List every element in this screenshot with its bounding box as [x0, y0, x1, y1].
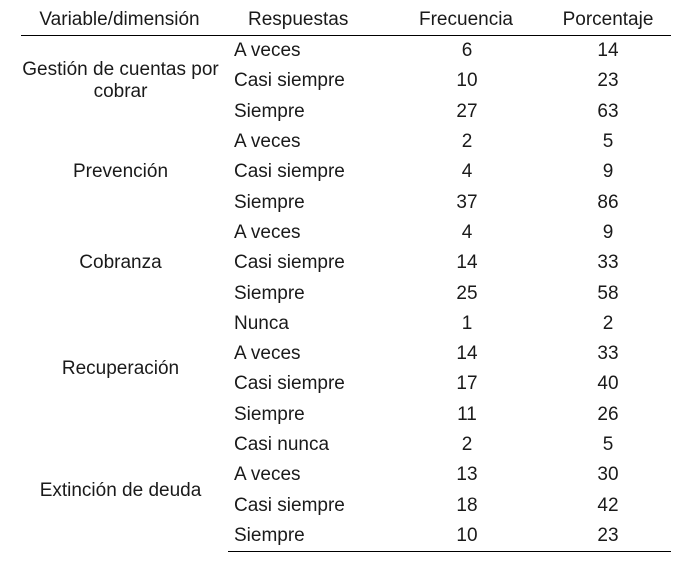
- frequency-cell: 14: [456, 252, 478, 274]
- table-row: [21, 218, 671, 248]
- percentage-cell: 9: [602, 221, 614, 243]
- percentage-cell: 14: [597, 40, 619, 62]
- frequency-cell: 25: [456, 282, 478, 304]
- frequency-cell: 10: [381, 521, 545, 552]
- percentage-cell: 2: [602, 312, 614, 334]
- percentage-cell: 5: [602, 131, 614, 153]
- frequency-cell: 10: [456, 70, 478, 92]
- table-row: [21, 127, 671, 157]
- response-cell: Siempre: [234, 403, 305, 425]
- frequency-cell: 1: [461, 312, 473, 334]
- response-cell: A veces: [234, 343, 301, 365]
- percentage-cell: 58: [597, 282, 619, 304]
- response-cell: A veces: [234, 40, 301, 62]
- response-cell: Siempre: [228, 521, 381, 552]
- response-cell: Casi siempre: [234, 161, 345, 183]
- response-cell: Casi siempre: [234, 70, 345, 92]
- dimension-name: Prevención: [72, 161, 169, 183]
- header-variable: Variable/dimensión: [21, 4, 228, 36]
- table-row: [21, 430, 671, 460]
- response-cell: A veces: [234, 464, 301, 486]
- frequency-cell: 13: [456, 464, 478, 486]
- frequency-table: [21, 4, 671, 552]
- dimension-name: Cobranza: [79, 252, 162, 274]
- frequency-cell: 4: [461, 221, 473, 243]
- header-row: [21, 4, 671, 36]
- response-cell: Casi siempre: [234, 494, 345, 516]
- response-cell: Casi siempre: [234, 252, 345, 274]
- percentage-cell: 63: [597, 100, 619, 122]
- percentage-cell: 40: [597, 373, 619, 395]
- response-cell: A veces: [234, 221, 301, 243]
- table-header: [21, 4, 671, 36]
- percentage-cell: 33: [597, 343, 619, 365]
- frequency-cell: 37: [456, 191, 478, 213]
- frequency-cell: 6: [461, 40, 473, 62]
- table-body: [21, 36, 671, 552]
- frequency-cell: 2: [461, 131, 473, 153]
- frequency-cell: 17: [456, 373, 478, 395]
- response-cell: Nunca: [234, 312, 289, 334]
- dimension-name: Extinción de deuda: [39, 479, 202, 501]
- response-cell: Siempre: [234, 191, 305, 213]
- percentage-cell: 5: [602, 434, 614, 455]
- response-cell: Siempre: [234, 100, 305, 122]
- frequency-cell: 18: [456, 494, 478, 516]
- response-cell: Casi siempre: [234, 373, 345, 395]
- response-cell: Siempre: [234, 282, 305, 304]
- dimension-name: Gestión de cuentas por cobrar: [22, 59, 219, 103]
- header-porcentaje: Porcentaje: [545, 4, 671, 36]
- table-row: [21, 309, 671, 339]
- table-row: [21, 36, 671, 67]
- response-cell: Casi nunca: [234, 434, 330, 455]
- percentage-cell: 26: [597, 403, 619, 425]
- percentage-cell: 33: [597, 252, 619, 274]
- header-frecuencia: Frecuencia: [381, 4, 545, 36]
- percentage-cell: 23: [597, 70, 619, 92]
- frequency-cell: 2: [461, 434, 473, 455]
- percentage-cell: 23: [545, 521, 671, 552]
- frequency-cell: 14: [456, 343, 478, 365]
- percentage-cell: 86: [597, 191, 619, 213]
- percentage-cell: 30: [597, 464, 619, 486]
- frequency-cell: 4: [461, 161, 473, 183]
- frequency-table-container: [21, 4, 671, 552]
- response-cell: A veces: [234, 131, 301, 153]
- frequency-cell: 27: [456, 100, 478, 122]
- dimension-name: Recuperación: [61, 358, 180, 380]
- frequency-cell: 11: [457, 403, 477, 425]
- header-respuestas: Respuestas: [228, 4, 381, 36]
- percentage-cell: 42: [597, 494, 619, 516]
- percentage-cell: 9: [602, 161, 614, 183]
